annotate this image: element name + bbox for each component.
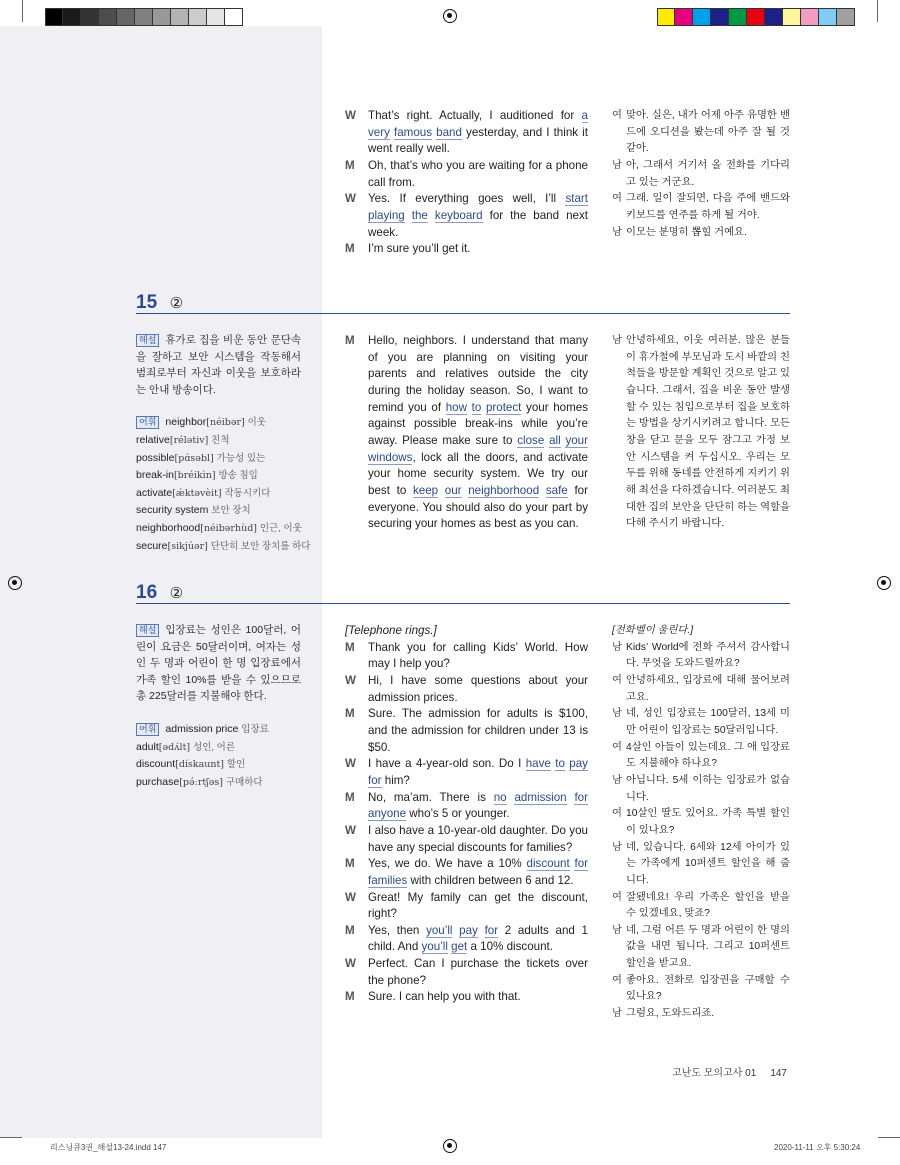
vocab-meaning: 성인, 어른 [193, 741, 236, 753]
color-swatch [63, 8, 81, 26]
highlighted-phrase: windows [368, 450, 413, 464]
dialogue-line [345, 241, 588, 258]
speaker-label: W [345, 957, 356, 971]
vocab-pronunciation: [pɑ́səbl] [174, 452, 214, 464]
highlighted-phrase: no [493, 790, 507, 804]
vocab-meaning: 입장료 [241, 723, 269, 735]
color-swatch [45, 8, 63, 26]
color-swatch [819, 8, 837, 26]
dialogue-line [612, 890, 790, 923]
vocab-item [136, 756, 301, 774]
vocab-pronunciation: [néibər] [206, 417, 245, 429]
speaker-label: 남 [612, 841, 622, 853]
dialogue-text: 이모는 분명히 뽑힐 거예요. [626, 226, 747, 238]
vocab-word: relative [136, 433, 170, 446]
dialogue-text: 맞아. 실은, 내가 어제 아주 유명한 밴드에 오디션을 봤는데 아주 잘 될 것 같아. [626, 110, 790, 155]
vocab-meaning: 단단히 보안 장치를 하다 [210, 540, 311, 552]
highlighted-phrase: to [555, 757, 565, 771]
q15-dialogue-english [345, 333, 588, 533]
dialogue-text: 네, 있습니다. 6세와 12세 아이가 있는 가족에게 10퍼센트 할인을 해 줍니다. [626, 841, 790, 886]
dialogue-text: Yes. If everything goes well, I’ll start playing the keyboard for the band next week. [368, 192, 588, 239]
highlighted-phrase: band [436, 125, 462, 139]
highlighted-phrase: all [549, 433, 561, 447]
vocab-meaning: 구매하다 [225, 776, 263, 788]
question-number: 16 [136, 582, 158, 603]
highlighted-phrase: discount [526, 857, 570, 871]
dialogue-text: Thank you for calling Kids’ World. How may I help you? [368, 640, 588, 671]
dialogue-text: 안녕하세요, 입장료에 대해 물어보려고요. [626, 674, 790, 703]
vocab-pronunciation: [ǽktəvèit] [172, 487, 222, 499]
vocab-pronunciation: [néibərhùd] [200, 522, 257, 534]
stage-direction: [전화벨이 울린다.] [612, 625, 694, 636]
vocab-pronunciation: [pə́ːrtʃəs] [179, 776, 223, 788]
dialogue-text: 아, 그래서 거기서 올 전화를 기다리고 있는 거군요. [626, 159, 790, 188]
dialogue-line [612, 806, 790, 839]
vocab-item [136, 414, 301, 432]
color-swatch [117, 8, 135, 26]
color-swatch [675, 8, 693, 26]
dialogue-text: 그래. 일이 잘되면, 다음 주에 밴드와 키보드를 연주를 하게 될 거야. [626, 193, 790, 221]
speaker-label: W [345, 890, 356, 904]
vocab-meaning: 친척 [211, 434, 230, 446]
highlighted-phrase: for [574, 857, 588, 871]
speaker-label: M [345, 158, 355, 172]
vocab-item [136, 485, 301, 503]
dialogue-line [612, 225, 790, 242]
vocab-word: secure [136, 539, 168, 552]
highlighted-phrase: get [451, 940, 468, 954]
vocab-item [136, 467, 301, 485]
speaker-label: W [345, 109, 356, 122]
dialogue-text: 좋아요. 전화로 입장권을 구매할 수 있나요? [626, 974, 790, 1003]
highlighted-phrase: for [574, 790, 588, 804]
crop-mark [877, 0, 878, 22]
speaker-label: W [345, 192, 356, 206]
dialogue-line [612, 773, 790, 806]
explanation-text: 입장료는 성인은 100달러, 어린이 요금은 50달러이며, 여자는 성인 두 명과 어린이 한 명 입장료에서 가족 할인 10%를 받을 수 있으므로 총 225달러를 지불해야 한다. [136, 624, 301, 703]
dialogue-line [612, 840, 790, 890]
vocab-meaning: 방송 침입 [218, 470, 258, 482]
question-15-header [136, 292, 790, 314]
highlighted-phrase: you’ll [426, 923, 453, 937]
dialogue-text: That’s right. Actually, I auditioned for a very famous band yesterday, and I think it went really well. [368, 109, 588, 156]
color-swatch [729, 8, 747, 26]
question-number: 15 [136, 292, 158, 313]
dialogue-line [612, 923, 790, 973]
vocab-pronunciation: [sikjúər] [167, 540, 208, 552]
color-swatch [189, 8, 207, 26]
dialogue-line [345, 158, 588, 191]
color-swatch [99, 8, 117, 26]
vocab-item [136, 721, 301, 739]
highlighted-phrase: for [484, 923, 499, 937]
highlighted-phrase: the [411, 208, 428, 222]
dialogue-line [612, 973, 790, 1006]
color-swatch [135, 8, 153, 26]
dialogue-text: Oh, that’s who you are waiting for a phone call from. [368, 158, 588, 189]
dialogue-line [345, 706, 588, 756]
dialogue-text: Sure. I can help you with that. [368, 990, 521, 1004]
speaker-label: 여 [612, 741, 622, 753]
dialogue-text: 4살인 아들이 있는데요. 그 애 입장료도 지불해야 하나요? [626, 741, 790, 770]
crop-mark [878, 1137, 900, 1138]
dialogue-line [345, 333, 588, 533]
dialogue-line [345, 923, 588, 956]
speaker-label: 남 [612, 335, 622, 346]
dialogue-text: 네, 성인 입장료는 100달러, 13세 미만 어린이 입장료는 50달러입니다. [626, 708, 790, 736]
speaker-label: 남 [612, 924, 622, 936]
highlighted-phrase: famous [394, 125, 433, 139]
dialogue-line [345, 790, 588, 823]
dialogue-text: Sure. The admission for adults is $100, and the admission for children under 13 is $50. [368, 707, 588, 754]
speaker-label: 남 [612, 641, 622, 653]
dialogue-text: No, ma’am. There is no admission for anyone who’s 5 or younger. [368, 790, 588, 821]
speaker-label: 여 [612, 808, 622, 820]
speaker-label: M [345, 334, 355, 347]
dialogue-line [612, 191, 790, 224]
top-dialogue-english [345, 108, 588, 258]
highlighted-phrase: pay [459, 923, 478, 937]
color-swatch [207, 8, 225, 26]
book-title: 고난도 모의고사 01 [672, 1068, 757, 1079]
highlighted-phrase: have [525, 757, 551, 771]
speaker-label: M [345, 857, 355, 871]
dialogue-text: 그럼요, 도와드리죠. [626, 1008, 715, 1020]
registration-mark-icon [877, 576, 891, 590]
vocab-list [136, 414, 311, 555]
color-swatch [225, 8, 243, 26]
dialogue-line [612, 1006, 790, 1023]
dialogue-line [345, 756, 588, 789]
dialogue-line [612, 640, 790, 673]
dialogue-line [345, 673, 588, 706]
dialogue-line [612, 706, 790, 739]
top-dialogue-korean [612, 108, 790, 241]
vocab-word: neighborhood [136, 521, 201, 534]
speaker-label: W [345, 823, 356, 837]
speaker-label: M [345, 923, 355, 937]
q16-dialogue-korean [612, 623, 790, 1023]
highlighted-phrase: your [565, 433, 588, 447]
dialogue-text: Great! My family can get the discount, right? [368, 890, 588, 921]
highlighted-phrase: admission [514, 790, 567, 804]
q15-dialogue-korean [612, 333, 790, 533]
speaker-label: M [345, 990, 355, 1004]
question-16-header [136, 582, 790, 604]
color-swatch [153, 8, 171, 26]
cmyk-color-bar [657, 8, 855, 26]
color-swatch [693, 8, 711, 26]
dialogue-text: I’m sure you’ll get it. [368, 242, 471, 256]
vocab-meaning: 작동시키다 [224, 487, 271, 499]
answer-mark: ② [169, 585, 184, 602]
highlighted-phrase: playing [368, 208, 405, 222]
dialogue-text: Perfect. Can I purchase the tickets over the phone? [368, 957, 588, 987]
stage-direction: [Telephone rings.] [345, 624, 437, 637]
vocab-tag: 어휘 [136, 723, 159, 736]
registration-mark-icon [443, 1139, 457, 1153]
dialogue-line [345, 640, 588, 673]
vocab-meaning: 할인 [226, 759, 246, 771]
dialogue-line [612, 740, 790, 773]
color-swatch [747, 8, 765, 26]
vocab-meaning: 보안 장치 [211, 505, 251, 517]
highlighted-phrase: protect [485, 400, 522, 414]
vocab-list [136, 721, 301, 791]
dialogue-text: Hello, neighbors. I understand that many of you are planning on visiting your parents and relatives outside the city during the holiday season. So, I want to remind you of how to protect your homes against possible break-ins while you’re away. Please make sure to close all your windows, lock all the doors, and activate your home security system. We try our best to keep our neighborhood safe for everyone. You should also do your part by securing your homes as best as you can. [368, 334, 589, 531]
explanation-tag: 해설 [136, 334, 159, 347]
speaker-label: 남 [612, 226, 622, 238]
vocab-word: neighbor [165, 416, 207, 429]
vocab-word: adult [136, 740, 159, 753]
speaker-label: 남 [612, 774, 622, 786]
vocab-word: security system [136, 504, 209, 517]
dialogue-line [612, 673, 790, 706]
color-swatch [765, 8, 783, 26]
dialogue-text: Yes, we do. We have a 10% discount for families with children between 6 and 12. [368, 857, 588, 887]
page-number-value: 147 [770, 1068, 787, 1079]
highlighted-phrase: keyboard [434, 208, 483, 222]
dialogue-text: I have a 4-year-old son. Do I have to pay for him? [368, 757, 588, 787]
q15-explanation-block [136, 332, 311, 555]
vocab-meaning: 인근, 이웃 [259, 522, 302, 534]
highlighted-phrase: for [368, 773, 382, 787]
dialogue-text: 네, 그럼 어른 두 명과 어린이 한 명의 값을 내면 됩니다. 그리고 10퍼센트 할인을 받고요. [626, 924, 790, 970]
speaker-label: W [345, 673, 356, 687]
highlighted-phrase: our [444, 483, 462, 497]
dialogue-line [612, 158, 790, 191]
registration-mark-icon [8, 576, 22, 590]
highlighted-phrase: families [368, 873, 408, 887]
highlighted-phrase: close [517, 433, 545, 447]
dialogue-text: 아닙니다. 5세 이하는 입장료가 없습니다. [626, 774, 790, 803]
grayscale-color-bar [45, 8, 243, 26]
dialogue-line [345, 890, 588, 923]
color-swatch [801, 8, 819, 26]
highlighted-phrase: a [581, 109, 588, 122]
vocab-pronunciation: [ədʌ́lt] [158, 741, 191, 753]
vocab-word: discount [136, 758, 176, 771]
speaker-label: 여 [612, 674, 622, 686]
vocab-pronunciation: [dískaunt] [175, 759, 224, 771]
dialogue-line [345, 823, 588, 856]
dialogue-line [345, 191, 588, 241]
dialogue-text: 10살인 딸도 있어요. 가족 특별 할인이 있나요? [626, 808, 790, 836]
dialogue-text: 안녕하세요, 이웃 여러분. 많은 분들이 휴가철에 부모님과 도시 바깥의 친척들을 방문할 계획인 것으로 알고 있습니다. 그래서, 집을 비운 동안 발생할 수 있는 침입으로부터 집을 보호하는 방법을 상기시키려고 합니다. 모든 창을 닫고 문을 모두 잠그고 가정 보안 시스템을 켜 두십시오. 우리는 모두를 위해 동네를 안전하게 지키기 위해 최선을 다하겠습니다. 여러분도 최대한 집의 보안을 단단히 하는 역할을 다해 주시기 바랍니다. [626, 335, 790, 530]
vocab-pronunciation: [bréikìn] [173, 470, 216, 482]
dialogue-line [345, 856, 588, 889]
speaker-label: W [345, 757, 356, 771]
speaker-label: 여 [612, 193, 622, 205]
speaker-label: M [345, 242, 355, 256]
dialogue-line [345, 989, 588, 1006]
vocab-word: activate [136, 486, 173, 499]
crop-mark [22, 0, 23, 22]
vocab-meaning: 가능성 있는 [216, 452, 266, 464]
q16-explanation-block [136, 622, 301, 791]
vocab-meaning: 이웃 [247, 417, 266, 429]
highlighted-phrase: neighborhood [468, 483, 540, 497]
highlighted-phrase: keep [412, 483, 439, 497]
color-swatch [657, 8, 675, 26]
dialogue-line [345, 956, 588, 989]
vocab-word: break-in [136, 469, 174, 482]
highlighted-phrase: anyone [368, 807, 407, 821]
highlighted-phrase: you’ll [421, 940, 448, 954]
vocab-item [136, 774, 301, 792]
speaker-label: 남 [612, 708, 622, 720]
crop-mark [0, 1137, 22, 1138]
speaker-label: 여 [612, 974, 622, 986]
vocab-item [136, 538, 311, 556]
answer-mark: ② [169, 295, 184, 312]
color-swatch [711, 8, 729, 26]
vocab-word: possible [136, 451, 175, 464]
vocab-item [136, 450, 301, 468]
highlighted-phrase: start [565, 192, 588, 206]
speaker-label: M [345, 640, 355, 654]
q16-dialogue-english [345, 623, 588, 1006]
explanation-tag: 해설 [136, 624, 159, 637]
vocab-word: purchase [136, 775, 180, 788]
dialogue-text: I also have a 10-year-old daughter. Do you have any special discounts for families? [368, 823, 588, 854]
speaker-label: 여 [612, 891, 622, 903]
registration-mark-icon [443, 9, 457, 23]
color-swatch [783, 8, 801, 26]
dialogue-text: Yes, then you’ll pay for 2 adults and 1 child. And you’ll get a 10% discount. [368, 923, 588, 954]
dialogue-line [345, 108, 588, 158]
highlighted-phrase: pay [569, 757, 588, 771]
dialogue-text: Hi, I have some questions about your admission prices. [368, 673, 588, 704]
vocab-item [136, 520, 301, 538]
color-swatch [837, 8, 855, 26]
vocab-word: admission price [165, 722, 239, 735]
footer-filename: 리스닝큐3권_해설13-24.indd 147 [50, 1143, 167, 1152]
vocab-item [136, 502, 301, 520]
dialogue-text: Kids’ World에 전화 주셔서 감사합니다. 무엇을 도와드릴까요? [626, 641, 790, 670]
speaker-label: M [345, 707, 355, 721]
dialogue-line [612, 108, 790, 158]
footer-timestamp: 2020-11-11 오후 5:30:24 [774, 1143, 861, 1152]
speaker-label: 여 [612, 110, 622, 121]
color-swatch [171, 8, 189, 26]
color-swatch [81, 8, 99, 26]
highlighted-phrase: to [471, 400, 482, 414]
vocab-item [136, 432, 301, 450]
vocab-tag: 어휘 [136, 416, 159, 429]
highlighted-phrase: how [445, 400, 467, 414]
page-number [672, 1064, 787, 1079]
vocab-pronunciation: [rélətiv] [169, 434, 209, 446]
highlighted-phrase: safe [545, 483, 568, 497]
vocab-item [136, 739, 301, 757]
highlighted-phrase: very [368, 125, 390, 139]
explanation-text: 휴가로 집을 비운 동안 문단속을 잘하고 보안 시스템을 작동해서 범죄로부터 자신과 이웃을 보호하라는 안내 방송이다. [136, 334, 301, 396]
speaker-label: 남 [612, 1008, 622, 1020]
speaker-label: 남 [612, 159, 622, 171]
speaker-label: M [345, 790, 355, 804]
dialogue-line [612, 333, 790, 533]
dialogue-text: 잘됐네요! 우리 가족은 할인을 받을 수 있겠네요, 맞죠? [626, 891, 790, 920]
